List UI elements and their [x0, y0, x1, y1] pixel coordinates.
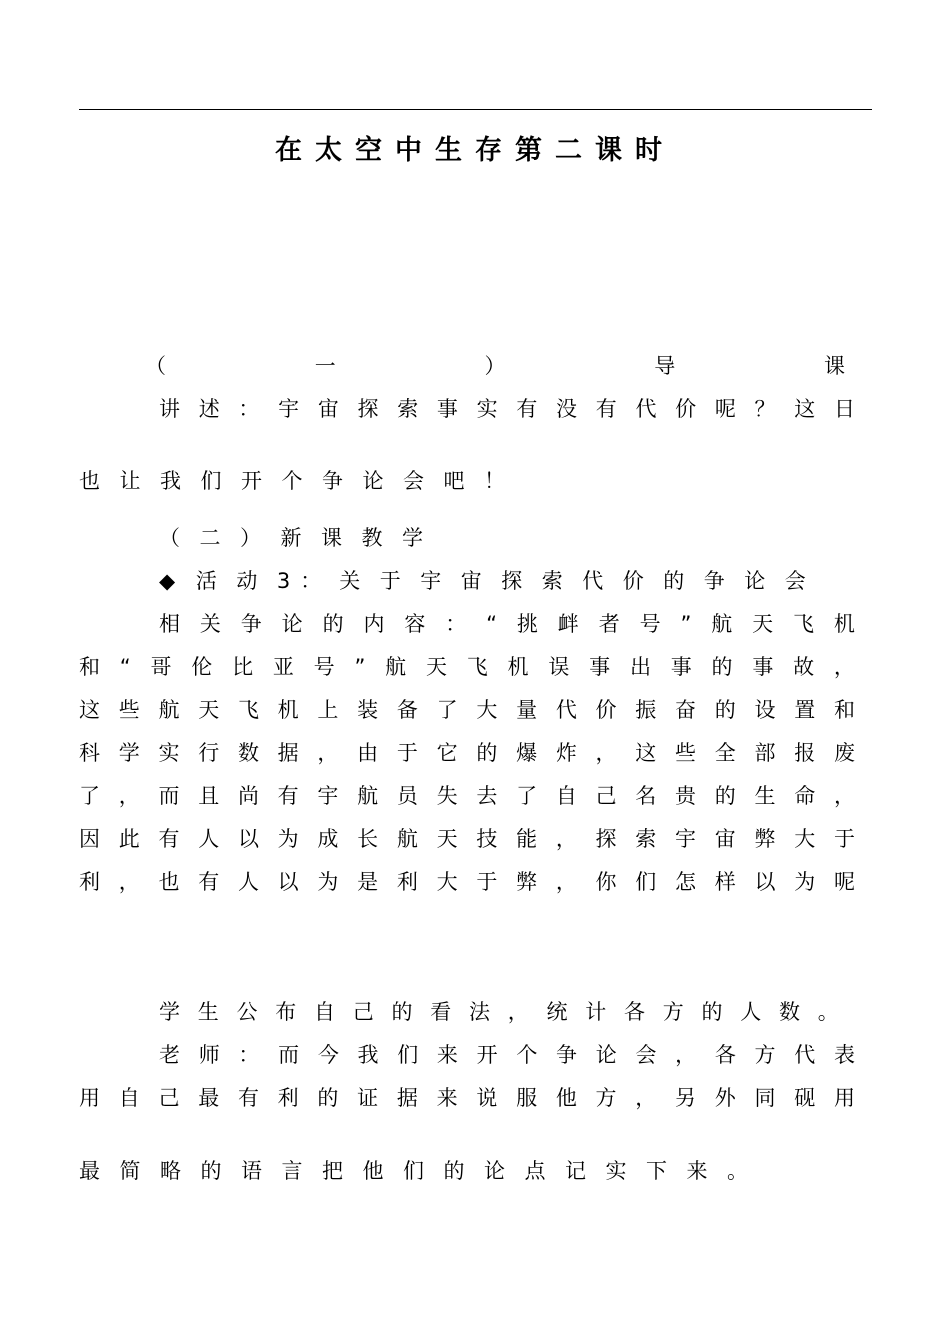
character: 设 [754, 698, 776, 722]
character: 亚 [272, 655, 294, 679]
character: 机 [277, 698, 299, 722]
character: 探 [595, 827, 617, 851]
character: 于 [396, 741, 418, 765]
character: ， [833, 655, 855, 679]
character: 装 [357, 698, 379, 722]
character: 伦 [191, 655, 213, 679]
character: 备 [396, 698, 418, 722]
character: 行 [198, 741, 220, 765]
character: 自 [314, 1000, 335, 1024]
character: 而 [158, 784, 180, 808]
character: 且 [198, 784, 220, 808]
character: 各 [714, 1043, 736, 1067]
character: 有 [158, 827, 180, 851]
character: 这 [794, 397, 816, 421]
character: 为 [794, 870, 816, 894]
character: 者 [598, 612, 620, 636]
character: 有 [595, 397, 617, 421]
character: 己 [158, 1086, 180, 1110]
character: 误 [548, 655, 570, 679]
character: “ [119, 655, 131, 679]
document-title: 在太空中生存第二课时 [275, 135, 675, 166]
character: 出 [629, 655, 651, 679]
character: 法 [469, 1000, 490, 1024]
character: 和 [833, 698, 855, 722]
character: 们 [397, 1043, 419, 1067]
character: 些 [675, 741, 697, 765]
character: 师 [198, 1043, 220, 1067]
character: 的 [714, 784, 736, 808]
character: 奋 [675, 698, 697, 722]
character: 用 [79, 1086, 100, 1110]
character: 挑 [516, 612, 538, 636]
paragraph-line [79, 652, 855, 682]
character: 说 [476, 1086, 498, 1110]
paragraph-line [159, 997, 839, 1027]
paragraph-line [159, 609, 855, 639]
character: 讲 [159, 397, 180, 421]
character: 表 [833, 1043, 855, 1067]
character: 生 [754, 784, 776, 808]
character: 生 [197, 1000, 219, 1024]
character: 同 [754, 1086, 776, 1110]
character: 有 [277, 784, 299, 808]
character: 。 [817, 1000, 839, 1024]
character: 此 [118, 827, 140, 851]
character: 衅 [557, 612, 579, 636]
character: 实 [158, 741, 180, 765]
character: ） [484, 354, 506, 378]
character: 自 [118, 1086, 140, 1110]
character: 们 [635, 870, 657, 894]
character: 部 [754, 741, 776, 765]
activity-number: 3： [276, 569, 332, 593]
character: 弊 [754, 827, 776, 851]
character: 服 [516, 1086, 538, 1110]
character: “ [486, 612, 498, 636]
character: 飞 [237, 698, 259, 722]
character: 价 [595, 698, 617, 722]
character: 他 [555, 1086, 577, 1110]
character: 关 [199, 612, 221, 636]
character: 最 [198, 1086, 220, 1110]
paragraph-line [159, 394, 855, 424]
character: 实 [476, 397, 498, 421]
character: 代 [555, 698, 577, 722]
character: 相 [159, 612, 180, 636]
character: 看 [430, 1000, 452, 1024]
character: 公 [236, 1000, 258, 1024]
character: 数 [237, 741, 259, 765]
character: 的 [391, 1000, 413, 1024]
character: 全 [714, 741, 736, 765]
character: 另 [675, 1086, 697, 1110]
character: 于 [833, 827, 855, 851]
character: 代 [794, 1043, 816, 1067]
character: 大 [436, 870, 458, 894]
character: 报 [794, 741, 816, 765]
character: 论 [595, 1043, 617, 1067]
character: 争 [240, 612, 262, 636]
character: 天 [752, 612, 774, 636]
character: 利 [79, 870, 100, 894]
character: 航 [158, 698, 180, 722]
character: 代 [635, 397, 657, 421]
character: 故 [793, 655, 815, 679]
character: 己 [352, 1000, 374, 1024]
character: 了 [79, 784, 100, 808]
character: 外 [714, 1086, 736, 1110]
character: 论 [281, 612, 303, 636]
character: 我 [357, 1043, 379, 1067]
character: 于 [476, 870, 498, 894]
paragraph-line [79, 781, 855, 811]
character: 呢 [714, 397, 736, 421]
character: 方 [595, 1086, 617, 1110]
character: 尚 [237, 784, 259, 808]
character: 航 [396, 827, 418, 851]
character: 样 [714, 870, 736, 894]
character: 它 [436, 741, 458, 765]
character: ： [445, 612, 467, 636]
character: 来 [436, 1086, 458, 1110]
character: 宇 [278, 397, 300, 421]
character: 航 [357, 784, 379, 808]
character: 技 [476, 827, 498, 851]
character: 各 [624, 1000, 645, 1024]
character: 长 [357, 827, 379, 851]
character: 弊 [516, 870, 538, 894]
character: ， [118, 870, 140, 894]
character: 振 [635, 698, 657, 722]
character: 争 [556, 1043, 578, 1067]
character: 能 [516, 827, 538, 851]
character: 统 [546, 1000, 568, 1024]
character: 呢 [833, 870, 855, 894]
character: 为 [277, 827, 299, 851]
character: 失 [436, 784, 458, 808]
character: （ [145, 354, 166, 378]
character: 索 [635, 827, 657, 851]
character: 了 [516, 784, 538, 808]
character: 的 [701, 1000, 723, 1024]
character: 贵 [675, 784, 697, 808]
character: 索 [397, 397, 419, 421]
character: 机 [507, 655, 529, 679]
character: 用 [833, 1086, 855, 1110]
character: 宙 [714, 827, 736, 851]
character: 方 [662, 1000, 684, 1024]
character: 课 [824, 354, 845, 378]
character: 飞 [793, 612, 815, 636]
character: 航 [711, 612, 733, 636]
character: 航 [385, 655, 407, 679]
character: 今 [317, 1043, 339, 1067]
character: ： [238, 1043, 260, 1067]
character: 名 [635, 784, 657, 808]
character: 自 [555, 784, 577, 808]
character: 己 [595, 784, 617, 808]
character: 天 [436, 827, 458, 851]
character: ， [595, 741, 617, 765]
paragraph-line: 也让我们开个争论会吧！ [79, 469, 525, 493]
activity-label: 活动 [195, 569, 277, 593]
character: 号 [313, 655, 335, 679]
character: 天 [425, 655, 447, 679]
character: 机 [833, 612, 855, 636]
character: 个 [516, 1043, 538, 1067]
character: 有 [237, 1086, 259, 1110]
character: 探 [357, 397, 379, 421]
character: 因 [79, 827, 100, 851]
character: 而 [278, 1043, 300, 1067]
diamond-bullet-icon: ◆ [159, 569, 176, 593]
character: 的 [714, 698, 736, 722]
paragraph-line [79, 1083, 855, 1113]
character: 述 [198, 397, 220, 421]
section-heading-new-lesson: （二）新课教学 [159, 526, 443, 550]
paragraph-line [79, 695, 855, 725]
character: 内 [363, 612, 385, 636]
character: 成 [317, 827, 339, 851]
character: ？ [754, 397, 776, 421]
character: ， [555, 827, 577, 851]
character: ” [680, 612, 692, 636]
character: 据 [277, 741, 299, 765]
section-heading-intro [145, 351, 845, 381]
character: 的 [322, 612, 344, 636]
character: 来 [436, 1043, 458, 1067]
character: ， [317, 741, 339, 765]
paragraph-line [79, 867, 855, 897]
character: 量 [516, 698, 538, 722]
character: 是 [357, 870, 379, 894]
character: 日 [833, 397, 855, 421]
character: 学 [118, 741, 140, 765]
character: 由 [357, 741, 379, 765]
character: ， [675, 1043, 697, 1067]
character: 你 [595, 870, 617, 894]
character: 号 [639, 612, 661, 636]
character: 宇 [675, 827, 697, 851]
paragraph-line [79, 738, 855, 768]
character: ， [507, 1000, 529, 1024]
character: 命 [794, 784, 816, 808]
character: 的 [476, 741, 498, 765]
character: 些 [118, 698, 140, 722]
character: 砚 [794, 1086, 816, 1110]
character: 事 [670, 655, 692, 679]
character: 据 [396, 1086, 418, 1110]
character: 一 [314, 354, 336, 378]
character: 科 [79, 741, 100, 765]
activity-text: 关于宇宙探索代价的争论会 [339, 569, 826, 593]
character: 了 [436, 698, 458, 722]
paragraph-line [79, 824, 855, 854]
character: 大 [476, 698, 498, 722]
character: 大 [794, 827, 816, 851]
character: 的 [711, 655, 733, 679]
character: 容 [404, 612, 426, 636]
paragraph-line: 最简略的语言把他们的论点记实下来。 [79, 1159, 768, 1183]
character: 没 [556, 397, 578, 421]
character: 事 [589, 655, 611, 679]
character: 宙 [317, 397, 339, 421]
character: 以 [237, 827, 259, 851]
character: 也 [158, 870, 180, 894]
character: 人 [198, 827, 220, 851]
character: 这 [635, 741, 657, 765]
paragraph-line [159, 1040, 855, 1070]
character: 老 [159, 1043, 180, 1067]
character: ” [354, 655, 366, 679]
character: 去 [476, 784, 498, 808]
character: 方 [754, 1043, 776, 1067]
character: ， [833, 784, 855, 808]
character: ， [555, 870, 577, 894]
character: 有 [198, 870, 220, 894]
character: 宇 [317, 784, 339, 808]
character: 会 [635, 1043, 657, 1067]
character: 计 [585, 1000, 607, 1024]
character: 人 [740, 1000, 762, 1024]
character: 置 [794, 698, 816, 722]
character: 怎 [675, 870, 697, 894]
character: 证 [357, 1086, 379, 1110]
character: 以 [754, 870, 776, 894]
character: 这 [79, 698, 100, 722]
character: 以 [277, 870, 299, 894]
character: 事 [752, 655, 774, 679]
character: ， [635, 1086, 657, 1110]
character: 开 [476, 1043, 498, 1067]
character: 数 [779, 1000, 800, 1024]
character: 哥 [150, 655, 172, 679]
character: 爆 [516, 741, 538, 765]
header-rule [79, 109, 872, 110]
character: 布 [275, 1000, 297, 1024]
character: 事 [436, 397, 458, 421]
character: 有 [516, 397, 538, 421]
character: 上 [317, 698, 339, 722]
character: 人 [237, 870, 259, 894]
character: 利 [396, 870, 418, 894]
activity-heading [159, 566, 826, 596]
character: 价 [675, 397, 697, 421]
character: 为 [317, 870, 339, 894]
character: 天 [198, 698, 220, 722]
character: 废 [833, 741, 855, 765]
character: 学 [159, 1000, 180, 1024]
character: 的 [317, 1086, 339, 1110]
character: 利 [277, 1086, 299, 1110]
character: 和 [79, 655, 100, 679]
character: ， [118, 784, 140, 808]
character: ： [238, 397, 260, 421]
character: 炸 [555, 741, 577, 765]
character: 飞 [466, 655, 488, 679]
character: 员 [396, 784, 418, 808]
character: 比 [232, 655, 254, 679]
character: 导 [654, 354, 676, 378]
